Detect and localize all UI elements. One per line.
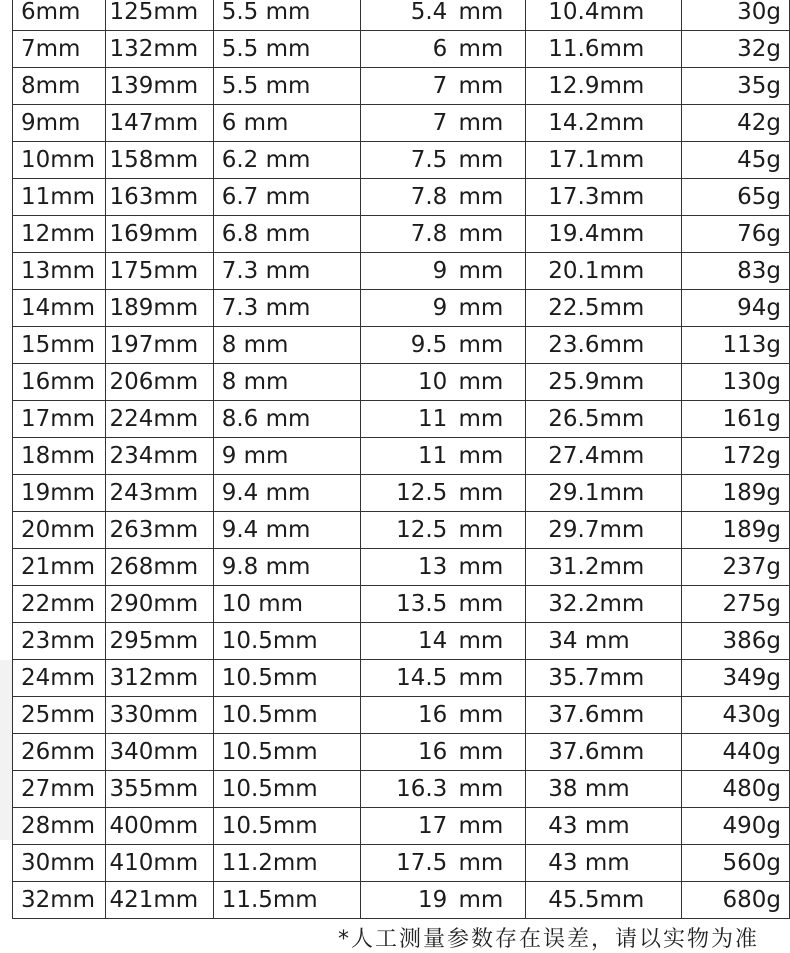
width-cell: 10.5mm xyxy=(213,697,361,734)
weight-cell: 189g xyxy=(681,475,789,512)
weight-cell: 560g xyxy=(681,845,789,882)
width-cell: 10.5mm xyxy=(213,660,361,697)
weight-cell: 45g xyxy=(681,142,789,179)
thickness-value xyxy=(361,475,525,511)
diameter-cell: 45.5mm xyxy=(526,882,681,919)
length-cell: 263mm xyxy=(105,512,213,549)
table-row xyxy=(13,68,790,105)
width-cell: 7.3 mm xyxy=(213,253,361,290)
thickness-number: 13 xyxy=(418,554,448,580)
thickness-value xyxy=(361,586,525,622)
width-cell: 6.2 mm xyxy=(213,142,361,179)
thickness-number: 12.5 xyxy=(396,517,448,543)
thickness-number: 10 xyxy=(418,369,448,395)
weight-cell: 42g xyxy=(681,105,789,142)
thickness-cell xyxy=(361,586,526,623)
thickness-value xyxy=(361,216,525,252)
diameter-cell: 10.4mm xyxy=(526,0,681,31)
diameter-cell: 17.1mm xyxy=(526,142,681,179)
weight-cell: 430g xyxy=(681,697,789,734)
diameter-cell: 43 mm xyxy=(526,845,681,882)
thickness-number: 9 xyxy=(432,258,448,284)
length-cell: 290mm xyxy=(105,586,213,623)
thickness-number: 17 xyxy=(418,813,448,839)
length-cell: 206mm xyxy=(105,364,213,401)
weight-cell: 65g xyxy=(681,179,789,216)
weight-cell: 113g xyxy=(681,327,789,364)
thickness-cell xyxy=(361,475,526,512)
length-cell: 163mm xyxy=(105,179,213,216)
weight-cell: 386g xyxy=(681,623,789,660)
thickness-cell xyxy=(361,734,526,771)
diameter-cell: 27.4mm xyxy=(526,438,681,475)
width-cell: 10.5mm xyxy=(213,734,361,771)
width-cell: 10.5mm xyxy=(213,808,361,845)
thickness-number: 6 xyxy=(432,36,448,62)
spec-size-cell: 15mm xyxy=(13,327,106,364)
thickness-unit: mm xyxy=(458,147,504,173)
width-cell: 10.5mm xyxy=(213,771,361,808)
spec-size-cell: 22mm xyxy=(13,586,106,623)
thickness-unit: mm xyxy=(458,73,504,99)
thickness-value xyxy=(361,179,525,215)
width-cell: 10 mm xyxy=(213,586,361,623)
thickness-cell xyxy=(361,0,526,31)
diameter-cell: 34 mm xyxy=(526,623,681,660)
spec-size-cell: 24mm xyxy=(13,660,106,697)
thickness-cell xyxy=(361,290,526,327)
width-cell: 9.4 mm xyxy=(213,475,361,512)
length-cell: 355mm xyxy=(105,771,213,808)
table-row xyxy=(13,216,790,253)
diameter-cell: 35.7mm xyxy=(526,660,681,697)
table-row xyxy=(13,808,790,845)
diameter-cell: 26.5mm xyxy=(526,401,681,438)
length-cell: 125mm xyxy=(105,0,213,31)
thickness-cell xyxy=(361,512,526,549)
diameter-cell: 29.7mm xyxy=(526,512,681,549)
thickness-unit: mm xyxy=(458,739,504,765)
thickness-value xyxy=(361,142,525,178)
diameter-cell: 43 mm xyxy=(526,808,681,845)
thickness-number: 11 xyxy=(418,443,448,469)
thickness-unit: mm xyxy=(458,406,504,432)
thickness-unit: mm xyxy=(458,850,504,876)
weight-cell: 275g xyxy=(681,586,789,623)
thickness-value xyxy=(361,808,525,844)
diameter-cell: 17.3mm xyxy=(526,179,681,216)
length-cell: 340mm xyxy=(105,734,213,771)
thickness-number: 12.5 xyxy=(396,480,448,506)
thickness-number: 7 xyxy=(432,110,448,136)
length-cell: 147mm xyxy=(105,105,213,142)
thickness-unit: mm xyxy=(458,443,504,469)
spec-size-cell: 13mm xyxy=(13,253,106,290)
weight-cell: 130g xyxy=(681,364,789,401)
table-row xyxy=(13,623,790,660)
table-row xyxy=(13,253,790,290)
thickness-cell xyxy=(361,179,526,216)
length-cell: 169mm xyxy=(105,216,213,253)
thickness-cell xyxy=(361,327,526,364)
width-cell: 10.5mm xyxy=(213,623,361,660)
width-cell: 11.5mm xyxy=(213,882,361,919)
thickness-unit: mm xyxy=(458,295,504,321)
spec-size-cell: 16mm xyxy=(13,364,106,401)
width-cell: 6.7 mm xyxy=(213,179,361,216)
weight-cell: 480g xyxy=(681,771,789,808)
thickness-cell xyxy=(361,253,526,290)
spec-size-cell: 6mm xyxy=(13,0,106,31)
thickness-cell xyxy=(361,364,526,401)
spec-size-cell: 10mm xyxy=(13,142,106,179)
thickness-cell xyxy=(361,660,526,697)
diameter-cell: 29.1mm xyxy=(526,475,681,512)
thickness-unit: mm xyxy=(458,332,504,358)
length-cell: 243mm xyxy=(105,475,213,512)
width-cell: 8 mm xyxy=(213,364,361,401)
thickness-cell xyxy=(361,142,526,179)
table-row xyxy=(13,586,790,623)
thickness-unit: mm xyxy=(458,480,504,506)
thickness-value xyxy=(361,697,525,733)
thickness-value xyxy=(361,401,525,437)
length-cell: 421mm xyxy=(105,882,213,919)
weight-cell: 76g xyxy=(681,216,789,253)
measurement-note: *人工测量参数存在误差，请以实物为准 xyxy=(338,927,760,952)
thickness-value xyxy=(361,623,525,659)
length-cell: 330mm xyxy=(105,697,213,734)
table-row xyxy=(13,438,790,475)
thickness-cell xyxy=(361,438,526,475)
thickness-number: 11 xyxy=(418,406,448,432)
diameter-cell: 38 mm xyxy=(526,771,681,808)
diameter-cell: 37.6mm xyxy=(526,697,681,734)
thickness-value xyxy=(361,882,525,918)
thickness-number: 19 xyxy=(418,887,448,913)
size-spec-table xyxy=(12,0,790,919)
thickness-number: 16.3 xyxy=(396,776,448,802)
table-row xyxy=(13,290,790,327)
thickness-number: 16 xyxy=(418,739,448,765)
table-row xyxy=(13,401,790,438)
thickness-unit: mm xyxy=(458,0,504,25)
thickness-number: 9.5 xyxy=(410,332,448,358)
thickness-number: 14 xyxy=(418,628,448,654)
thickness-unit: mm xyxy=(458,110,504,136)
weight-cell: 35g xyxy=(681,68,789,105)
thickness-value xyxy=(361,660,525,696)
thickness-unit: mm xyxy=(458,776,504,802)
width-cell: 5.5 mm xyxy=(213,68,361,105)
table-row xyxy=(13,697,790,734)
weight-cell: 349g xyxy=(681,660,789,697)
spec-size-cell: 11mm xyxy=(13,179,106,216)
thickness-unit: mm xyxy=(458,221,504,247)
thickness-value xyxy=(361,512,525,548)
length-cell: 197mm xyxy=(105,327,213,364)
length-cell: 400mm xyxy=(105,808,213,845)
thickness-unit: mm xyxy=(458,517,504,543)
thickness-unit: mm xyxy=(458,184,504,210)
weight-cell: 680g xyxy=(681,882,789,919)
weight-cell: 161g xyxy=(681,401,789,438)
thickness-unit: mm xyxy=(458,36,504,62)
length-cell: 295mm xyxy=(105,623,213,660)
thickness-unit: mm xyxy=(458,591,504,617)
thickness-value xyxy=(361,31,525,67)
weight-cell: 94g xyxy=(681,290,789,327)
width-cell: 6.8 mm xyxy=(213,216,361,253)
diameter-cell: 32.2mm xyxy=(526,586,681,623)
thickness-number: 17.5 xyxy=(396,850,448,876)
thickness-unit: mm xyxy=(458,702,504,728)
spec-size-cell: 28mm xyxy=(13,808,106,845)
thickness-number: 14.5 xyxy=(396,665,448,691)
spec-size-cell: 17mm xyxy=(13,401,106,438)
thickness-cell xyxy=(361,31,526,68)
table-row xyxy=(13,364,790,401)
width-cell: 9.4 mm xyxy=(213,512,361,549)
thickness-cell xyxy=(361,697,526,734)
length-cell: 189mm xyxy=(105,290,213,327)
length-cell: 175mm xyxy=(105,253,213,290)
width-cell: 5.5 mm xyxy=(213,0,361,31)
table-row xyxy=(13,142,790,179)
diameter-cell: 37.6mm xyxy=(526,734,681,771)
thickness-unit: mm xyxy=(458,665,504,691)
width-cell: 8.6 mm xyxy=(213,401,361,438)
table-row xyxy=(13,327,790,364)
diameter-cell: 25.9mm xyxy=(526,364,681,401)
diameter-cell: 23.6mm xyxy=(526,327,681,364)
thickness-number: 7 xyxy=(432,73,448,99)
weight-cell: 189g xyxy=(681,512,789,549)
thickness-unit: mm xyxy=(458,554,504,580)
spec-size-cell: 21mm xyxy=(13,549,106,586)
table-row xyxy=(13,0,790,31)
thickness-value xyxy=(361,771,525,807)
table-row xyxy=(13,105,790,142)
spec-size-cell: 32mm xyxy=(13,882,106,919)
thickness-number: 7.8 xyxy=(410,221,448,247)
diameter-cell: 12.9mm xyxy=(526,68,681,105)
length-cell: 224mm xyxy=(105,401,213,438)
table-row xyxy=(13,734,790,771)
thickness-cell xyxy=(361,623,526,660)
length-cell: 132mm xyxy=(105,31,213,68)
length-cell: 234mm xyxy=(105,438,213,475)
width-cell: 8 mm xyxy=(213,327,361,364)
spec-size-cell: 26mm xyxy=(13,734,106,771)
thickness-value xyxy=(361,327,525,363)
table-row xyxy=(13,771,790,808)
spec-size-cell: 14mm xyxy=(13,290,106,327)
thickness-unit: mm xyxy=(458,887,504,913)
width-cell: 5.5 mm xyxy=(213,31,361,68)
weight-cell: 32g xyxy=(681,31,789,68)
weight-cell: 30g xyxy=(681,0,789,31)
thickness-number: 13.5 xyxy=(396,591,448,617)
length-cell: 312mm xyxy=(105,660,213,697)
thickness-number: 7.5 xyxy=(410,147,448,173)
thickness-cell xyxy=(361,401,526,438)
spec-size-cell: 27mm xyxy=(13,771,106,808)
thickness-unit: mm xyxy=(458,369,504,395)
thickness-value xyxy=(361,253,525,289)
thickness-cell xyxy=(361,216,526,253)
diameter-cell: 20.1mm xyxy=(526,253,681,290)
thickness-cell xyxy=(361,771,526,808)
thickness-number: 16 xyxy=(418,702,448,728)
table-row xyxy=(13,179,790,216)
thickness-number: 9 xyxy=(432,295,448,321)
weight-cell: 440g xyxy=(681,734,789,771)
thickness-value xyxy=(361,364,525,400)
thickness-value xyxy=(361,734,525,770)
spec-size-cell: 9mm xyxy=(13,105,106,142)
thickness-value xyxy=(361,845,525,881)
length-cell: 410mm xyxy=(105,845,213,882)
width-cell: 6 mm xyxy=(213,105,361,142)
table-row xyxy=(13,475,790,512)
spec-size-cell: 20mm xyxy=(13,512,106,549)
thickness-cell xyxy=(361,845,526,882)
weight-cell: 237g xyxy=(681,549,789,586)
thickness-value xyxy=(361,0,525,30)
thickness-unit: mm xyxy=(458,813,504,839)
weight-cell: 490g xyxy=(681,808,789,845)
spec-size-cell: 12mm xyxy=(13,216,106,253)
length-cell: 139mm xyxy=(105,68,213,105)
weight-cell: 172g xyxy=(681,438,789,475)
spec-table-body xyxy=(13,0,790,919)
thickness-cell xyxy=(361,549,526,586)
spec-size-cell: 7mm xyxy=(13,31,106,68)
spec-size-cell: 30mm xyxy=(13,845,106,882)
diameter-cell: 31.2mm xyxy=(526,549,681,586)
spec-size-cell: 8mm xyxy=(13,68,106,105)
table-row xyxy=(13,882,790,919)
spec-size-cell: 19mm xyxy=(13,475,106,512)
length-cell: 268mm xyxy=(105,549,213,586)
thickness-unit: mm xyxy=(458,258,504,284)
width-cell: 9.8 mm xyxy=(213,549,361,586)
spec-size-cell: 23mm xyxy=(13,623,106,660)
width-cell: 11.2mm xyxy=(213,845,361,882)
diameter-cell: 22.5mm xyxy=(526,290,681,327)
weight-cell: 83g xyxy=(681,253,789,290)
diameter-cell: 14.2mm xyxy=(526,105,681,142)
width-cell: 9 mm xyxy=(213,438,361,475)
thickness-number: 7.8 xyxy=(410,184,448,210)
thickness-value xyxy=(361,105,525,141)
table-row xyxy=(13,845,790,882)
thickness-value xyxy=(361,290,525,326)
thickness-cell xyxy=(361,105,526,142)
table-row xyxy=(13,512,790,549)
thickness-cell xyxy=(361,68,526,105)
thickness-number: 5.4 xyxy=(410,0,448,25)
table-row xyxy=(13,31,790,68)
thickness-cell xyxy=(361,882,526,919)
thickness-cell xyxy=(361,808,526,845)
diameter-cell: 19.4mm xyxy=(526,216,681,253)
spec-size-cell: 18mm xyxy=(13,438,106,475)
thickness-unit: mm xyxy=(458,628,504,654)
thickness-value xyxy=(361,438,525,474)
length-cell: 158mm xyxy=(105,142,213,179)
table-row xyxy=(13,549,790,586)
thickness-value xyxy=(361,549,525,585)
thickness-value xyxy=(361,68,525,104)
width-cell: 7.3 mm xyxy=(213,290,361,327)
diameter-cell: 11.6mm xyxy=(526,31,681,68)
table-row xyxy=(13,660,790,697)
spec-size-cell: 25mm xyxy=(13,697,106,734)
